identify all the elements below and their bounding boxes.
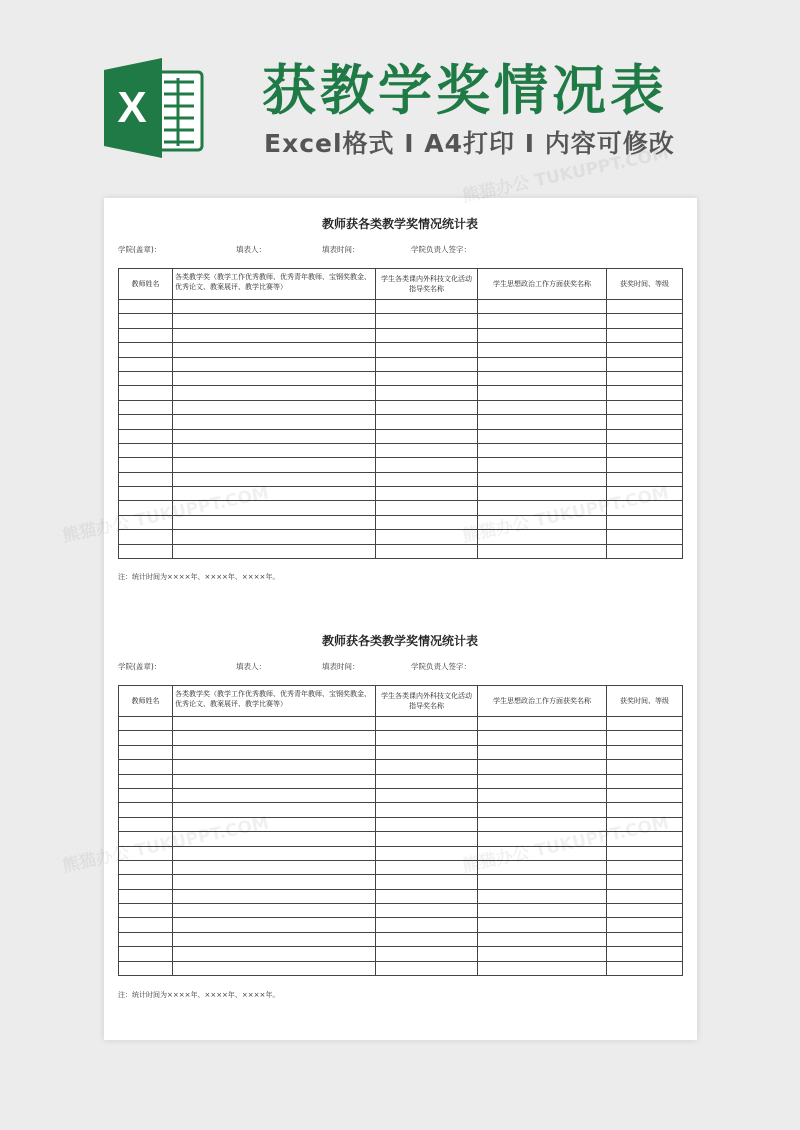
table-row	[119, 889, 683, 903]
table-cell[interactable]	[173, 832, 376, 846]
table-cell[interactable]	[376, 875, 478, 889]
table-cell[interactable]	[376, 774, 478, 788]
table-cell[interactable]	[376, 371, 478, 385]
table-cell[interactable]	[607, 904, 683, 918]
table-cell[interactable]	[478, 515, 607, 529]
table-cell[interactable]	[173, 300, 376, 314]
table-cell[interactable]	[478, 817, 607, 831]
table-row	[119, 832, 683, 846]
table-cell[interactable]	[376, 717, 478, 731]
table-cell[interactable]	[607, 458, 683, 472]
table-cell[interactable]	[173, 443, 376, 457]
table-cell[interactable]	[478, 487, 607, 501]
table-cell[interactable]	[119, 487, 173, 501]
table-row	[119, 544, 683, 558]
table-cell[interactable]	[119, 501, 173, 515]
table-cell[interactable]	[376, 932, 478, 946]
table-cell[interactable]	[376, 386, 478, 400]
table-cell[interactable]	[173, 544, 376, 558]
table-cell[interactable]	[607, 328, 683, 342]
college-seal-label: 学院(盖章)：	[118, 245, 162, 254]
table-cell[interactable]	[376, 415, 478, 429]
table-cell[interactable]	[607, 803, 683, 817]
watermark: 熊猫办公	[60, 842, 132, 877]
table-cell[interactable]	[173, 515, 376, 529]
table-cell[interactable]	[478, 875, 607, 889]
table-cell[interactable]	[119, 860, 173, 874]
table-cell[interactable]	[173, 817, 376, 831]
table-cell[interactable]	[173, 932, 376, 946]
header-political-work-awards: 学生思想政治工作方面获奖名称	[478, 269, 607, 300]
table-cell[interactable]	[119, 774, 173, 788]
table-row	[119, 314, 683, 328]
table-cell[interactable]	[173, 731, 376, 745]
table-cell[interactable]	[607, 544, 683, 558]
table-cell[interactable]	[119, 544, 173, 558]
table-cell[interactable]	[607, 530, 683, 544]
table-cell[interactable]	[376, 300, 478, 314]
table-cell[interactable]	[607, 357, 683, 371]
table-cell[interactable]	[119, 745, 173, 759]
table-cell[interactable]	[607, 300, 683, 314]
table-cell[interactable]	[607, 386, 683, 400]
table-row	[119, 530, 683, 544]
table-cell[interactable]	[478, 717, 607, 731]
table-cell[interactable]	[478, 400, 607, 414]
svg-text:X: X	[117, 83, 147, 132]
table-cell[interactable]	[478, 803, 607, 817]
table-cell[interactable]	[119, 832, 173, 846]
table-cell[interactable]	[607, 487, 683, 501]
table-cell[interactable]	[173, 371, 376, 385]
table-cell[interactable]	[607, 875, 683, 889]
table-header-row	[119, 686, 683, 717]
header-guidance-awards: 学生各类课内外科技文化活动指导奖名称	[376, 686, 478, 717]
table-cell[interactable]	[119, 875, 173, 889]
table-cell[interactable]	[478, 458, 607, 472]
header-guidance-awards: 学生各类课内外科技文化活动指导奖名称	[376, 269, 478, 300]
table-cell[interactable]	[607, 817, 683, 831]
document-sheet	[104, 198, 697, 1040]
table-row	[119, 774, 683, 788]
header-teacher-name: 教师姓名	[119, 269, 173, 300]
table-cell[interactable]	[376, 458, 478, 472]
table-row	[119, 717, 683, 731]
table-cell[interactable]	[376, 731, 478, 745]
table-cell[interactable]	[119, 472, 173, 486]
award-table-2	[118, 685, 683, 976]
table-cell[interactable]	[478, 904, 607, 918]
table-row	[119, 357, 683, 371]
table-cell[interactable]	[376, 443, 478, 457]
table-cell[interactable]	[478, 343, 607, 357]
table-cell[interactable]	[173, 875, 376, 889]
table-cell[interactable]	[607, 947, 683, 961]
table-row	[119, 904, 683, 918]
table-row	[119, 515, 683, 529]
table-cell[interactable]	[376, 472, 478, 486]
head-sign-label: 学院负责人签字：	[411, 662, 471, 671]
table-cell[interactable]	[119, 961, 173, 975]
table-cell[interactable]	[607, 472, 683, 486]
table-cell[interactable]	[173, 803, 376, 817]
table-cell[interactable]	[173, 530, 376, 544]
table-row	[119, 961, 683, 975]
table-cell[interactable]	[478, 860, 607, 874]
table-cell[interactable]	[173, 918, 376, 932]
table-cell[interactable]	[376, 832, 478, 846]
table-row	[119, 875, 683, 889]
header-award-time-level: 获奖时间、等级	[607, 686, 683, 717]
table-cell[interactable]	[173, 343, 376, 357]
table-cell[interactable]	[173, 386, 376, 400]
table-cell[interactable]	[478, 472, 607, 486]
table-cell[interactable]	[119, 817, 173, 831]
table-row	[119, 443, 683, 457]
table-cell[interactable]	[607, 846, 683, 860]
table-cell[interactable]	[173, 501, 376, 515]
table-row	[119, 472, 683, 486]
table-cell[interactable]	[173, 846, 376, 860]
table-cell[interactable]	[478, 932, 607, 946]
table-cell[interactable]	[119, 328, 173, 342]
table-row	[119, 501, 683, 515]
table-cell[interactable]	[376, 357, 478, 371]
form-meta-row	[118, 244, 682, 258]
table-cell[interactable]	[173, 947, 376, 961]
table-cell[interactable]	[119, 530, 173, 544]
table-cell[interactable]	[376, 788, 478, 802]
table-row	[119, 932, 683, 946]
table-cell[interactable]	[119, 904, 173, 918]
table-row	[119, 429, 683, 443]
header-teacher-name: 教师姓名	[119, 686, 173, 717]
table-cell[interactable]	[478, 415, 607, 429]
fill-time-label: 填表时间：	[322, 662, 360, 671]
table-cell[interactable]	[119, 788, 173, 802]
table-cell[interactable]	[119, 947, 173, 961]
table-cell[interactable]	[478, 760, 607, 774]
table-cell[interactable]	[607, 343, 683, 357]
table-cell[interactable]	[478, 745, 607, 759]
award-table-1	[118, 268, 683, 559]
table-cell[interactable]	[119, 932, 173, 946]
table-cell[interactable]	[478, 774, 607, 788]
table-cell[interactable]	[376, 429, 478, 443]
award-form-2	[118, 633, 682, 675]
table-cell[interactable]	[119, 889, 173, 903]
table-cell[interactable]	[607, 429, 683, 443]
table-cell[interactable]	[173, 415, 376, 429]
table-cell[interactable]	[119, 429, 173, 443]
table-row	[119, 487, 683, 501]
table-cell[interactable]	[119, 717, 173, 731]
table-cell[interactable]	[173, 760, 376, 774]
table-cell[interactable]	[376, 947, 478, 961]
table-cell[interactable]	[376, 314, 478, 328]
header-teaching-awards: 各类教学奖（教学工作优秀教师、优秀青年教师、宝钢奖教金、优秀论文、教案展评、教学比赛等）	[173, 686, 376, 717]
table-cell[interactable]	[478, 300, 607, 314]
table-row	[119, 731, 683, 745]
award-form-1	[118, 216, 682, 258]
table-cell[interactable]	[376, 544, 478, 558]
table-cell[interactable]	[119, 918, 173, 932]
table-cell[interactable]	[607, 443, 683, 457]
table-cell[interactable]	[376, 860, 478, 874]
table-cell[interactable]	[607, 400, 683, 414]
table-cell[interactable]	[607, 932, 683, 946]
table-cell[interactable]	[376, 745, 478, 759]
table-cell[interactable]	[119, 400, 173, 414]
table-row	[119, 371, 683, 385]
filler-label: 填表人：	[236, 245, 266, 254]
table-cell[interactable]	[173, 961, 376, 975]
table-row	[119, 860, 683, 874]
table-cell[interactable]	[478, 501, 607, 515]
table-cell[interactable]	[173, 487, 376, 501]
header-award-time-level: 获奖时间、等级	[607, 269, 683, 300]
table-cell[interactable]	[119, 731, 173, 745]
table-cell[interactable]	[376, 760, 478, 774]
table-cell[interactable]	[478, 947, 607, 961]
table-cell[interactable]	[376, 803, 478, 817]
banner-title: 获教学奖情况表	[262, 59, 668, 122]
table-cell[interactable]	[478, 889, 607, 903]
table-cell[interactable]	[376, 889, 478, 903]
table-cell[interactable]	[376, 817, 478, 831]
table-cell[interactable]	[119, 415, 173, 429]
banner-subtitle: Excel格式 I A4打印 I 内容可修改	[264, 129, 675, 158]
table-cell[interactable]	[607, 961, 683, 975]
table-row	[119, 400, 683, 414]
table-cell[interactable]	[607, 314, 683, 328]
table-cell[interactable]	[119, 300, 173, 314]
form-title: 教师获各类教学奖情况统计表	[321, 217, 478, 231]
table-cell[interactable]	[478, 371, 607, 385]
table-cell[interactable]	[607, 832, 683, 846]
table-cell[interactable]	[376, 846, 478, 860]
table-cell[interactable]	[173, 788, 376, 802]
table-cell[interactable]	[119, 515, 173, 529]
table-cell[interactable]	[173, 889, 376, 903]
table-cell[interactable]	[119, 371, 173, 385]
table-cell[interactable]	[478, 846, 607, 860]
table-cell[interactable]	[607, 501, 683, 515]
table-cell[interactable]	[607, 745, 683, 759]
table-cell[interactable]	[376, 328, 478, 342]
table-cell[interactable]	[478, 544, 607, 558]
table-row	[119, 386, 683, 400]
form-meta-row	[118, 661, 682, 675]
table-row	[119, 415, 683, 429]
table-row	[119, 947, 683, 961]
table-cell[interactable]	[607, 515, 683, 529]
table-cell[interactable]	[376, 487, 478, 501]
form-title: 教师获各类教学奖情况统计表	[321, 634, 478, 648]
table-cell[interactable]	[478, 386, 607, 400]
header-political-work-awards: 学生思想政治工作方面获奖名称	[478, 686, 607, 717]
table-row	[119, 846, 683, 860]
form-note: 注：统计时间为××××年、××××年、××××年。	[118, 573, 280, 581]
table-cell[interactable]	[478, 328, 607, 342]
table-cell[interactable]	[173, 745, 376, 759]
filler-label: 填表人：	[236, 662, 266, 671]
table-cell[interactable]	[607, 918, 683, 932]
table-cell[interactable]	[173, 472, 376, 486]
table-cell[interactable]	[376, 961, 478, 975]
table-cell[interactable]	[173, 328, 376, 342]
table-cell[interactable]	[607, 788, 683, 802]
table-cell[interactable]	[607, 889, 683, 903]
table-cell[interactable]	[173, 774, 376, 788]
table-cell[interactable]	[119, 357, 173, 371]
table-cell[interactable]	[478, 832, 607, 846]
table-cell[interactable]	[478, 429, 607, 443]
table-cell[interactable]	[173, 314, 376, 328]
table-cell[interactable]	[119, 343, 173, 357]
table-cell[interactable]	[376, 515, 478, 529]
table-cell[interactable]	[119, 846, 173, 860]
table-cell[interactable]	[478, 918, 607, 932]
table-cell[interactable]	[607, 760, 683, 774]
head-sign-label: 学院负责人签字：	[411, 245, 471, 254]
form-note: 注：统计时间为××××年、××××年、××××年。	[118, 991, 280, 999]
college-seal-label: 学院(盖章)：	[118, 662, 162, 671]
fill-time-label: 填表时间：	[322, 245, 360, 254]
table-cell[interactable]	[119, 443, 173, 457]
table-row	[119, 300, 683, 314]
table-cell[interactable]	[173, 400, 376, 414]
table-cell[interactable]	[478, 731, 607, 745]
table-cell[interactable]	[478, 443, 607, 457]
table-cell[interactable]	[607, 415, 683, 429]
table-row	[119, 458, 683, 472]
table-cell[interactable]	[119, 386, 173, 400]
table-row	[119, 918, 683, 932]
table-cell[interactable]	[173, 429, 376, 443]
table-cell[interactable]	[376, 343, 478, 357]
table-cell[interactable]	[173, 717, 376, 731]
table-cell[interactable]	[173, 458, 376, 472]
table-cell[interactable]	[478, 314, 607, 328]
table-cell[interactable]	[478, 530, 607, 544]
table-cell[interactable]	[376, 530, 478, 544]
table-row	[119, 760, 683, 774]
watermark: 熊猫办公 TUKUPPT.COM	[460, 143, 671, 207]
table-cell[interactable]	[119, 760, 173, 774]
table-cell[interactable]	[376, 904, 478, 918]
table-cell[interactable]	[376, 400, 478, 414]
table-cell[interactable]	[376, 918, 478, 932]
table-cell[interactable]	[607, 731, 683, 745]
table-cell[interactable]	[607, 774, 683, 788]
table-cell[interactable]	[173, 904, 376, 918]
table-cell[interactable]	[478, 357, 607, 371]
table-cell[interactable]	[478, 788, 607, 802]
table-cell[interactable]	[607, 860, 683, 874]
table-row	[119, 328, 683, 342]
table-cell[interactable]	[376, 501, 478, 515]
table-row	[119, 817, 683, 831]
table-row	[119, 803, 683, 817]
watermark: 熊猫办公	[60, 512, 132, 547]
table-row	[119, 343, 683, 357]
table-cell[interactable]	[119, 458, 173, 472]
header-teaching-awards: 各类教学奖（教学工作优秀教师、优秀青年教师、宝钢奖教金、优秀论文、教案展评、教学比赛等）	[173, 269, 376, 300]
table-cell[interactable]	[119, 803, 173, 817]
table-cell[interactable]	[478, 961, 607, 975]
table-row	[119, 788, 683, 802]
table-row	[119, 745, 683, 759]
table-cell[interactable]	[119, 314, 173, 328]
table-cell[interactable]	[607, 371, 683, 385]
table-cell[interactable]	[607, 717, 683, 731]
table-header-row	[119, 269, 683, 300]
table-cell[interactable]	[173, 357, 376, 371]
table-cell[interactable]	[173, 860, 376, 874]
excel-logo-icon	[104, 58, 204, 158]
